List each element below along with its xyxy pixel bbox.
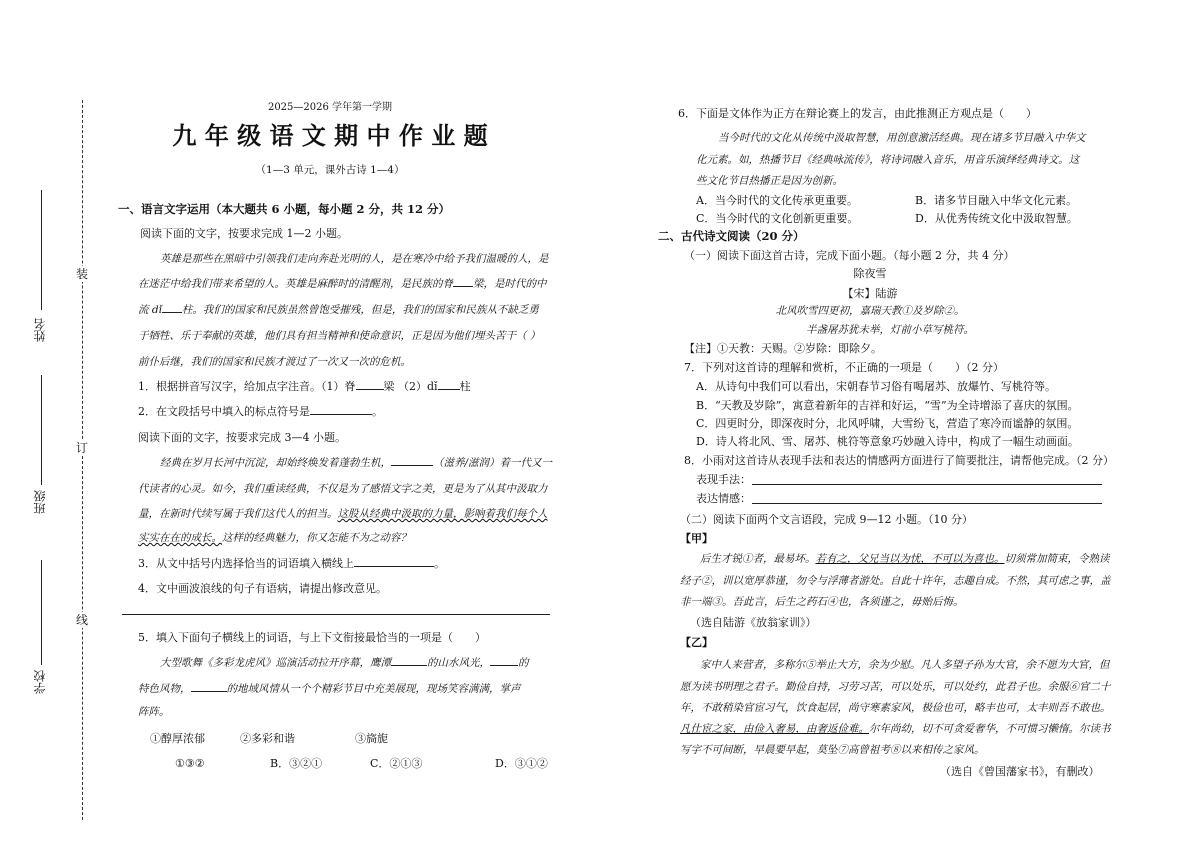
- yi-source: （选自《曾国藩家书》，有删改）: [940, 765, 1100, 778]
- yi-line4: 凡仕宦之家，由俭入奢易，由奢返俭难。尔年尚幼，切不可贪爱奢华，不可惯习懒惰。尔读书: [680, 723, 1111, 735]
- q5-word-1: ①醇厚浓郁: [150, 732, 205, 745]
- name-line[interactable]: [41, 190, 42, 310]
- intro-q3-4: 阅读下面的文字，按要求完成 3—4 小题。: [138, 431, 346, 444]
- q6-option-a[interactable]: A．当今时代的文化传承更重要。: [696, 194, 858, 207]
- jia-line3: 非一端③。吾此言，后生之药石④也，各须谨之，毋贻后悔。: [680, 596, 964, 608]
- scope-line: （1—3 单元，课外古诗 1—4）: [255, 164, 405, 176]
- class-label: 班级: [33, 490, 47, 514]
- school-label: 学校: [33, 670, 47, 694]
- yi-line2: 愿为读书明理之君子。勤俭自持，习劳习苦，可以处乐，可以处约，此君子也。余服⑥官二十: [680, 681, 1111, 693]
- question-6: 6．下面是文体作为正方在辩论赛上的发言，由此推测正方观点是（ ）: [678, 107, 1037, 120]
- section1-heading: 一、语言文字运用（本大题共 6 小题，每小题 2 分，共 12 分）: [118, 202, 451, 216]
- q6-option-c[interactable]: C．当今时代的文化创新更重要。: [696, 212, 859, 225]
- intro-q1-2: 阅读下面的文字，按要求完成 1—2 小题。: [140, 227, 348, 240]
- q5-word-3: ③旖旎: [355, 732, 388, 745]
- passage2-line1: 经典在岁月长河中沉淀，却始终焕发着蓬勃生机， （滋养/滋润）着一代又一: [160, 457, 553, 469]
- q5-text-line3: 阵阵。: [138, 706, 170, 718]
- term-line: 2025—2026 学年第一学期: [267, 102, 393, 113]
- q5-option-c[interactable]: C．②①③: [370, 757, 423, 770]
- q4-answer-line[interactable]: [122, 614, 550, 615]
- q5-option-b[interactable]: B．③②①: [270, 757, 323, 770]
- q8-emotion-line[interactable]: [752, 503, 1102, 504]
- poem-note: 【注】①天教：天赐。②岁除：即除夕。: [684, 342, 882, 355]
- passage2-line3: 量，在新时代续写属于我们这代人的担当。这股从经典中汲取的力量，影响着我们每个人: [138, 508, 548, 520]
- binding-mark-zhuang: 装: [76, 267, 89, 281]
- q8-technique-label: 表现手法：: [696, 473, 751, 486]
- q6-text-line3: 些文化节目热播正是因为创新。: [696, 175, 843, 187]
- q3-answer-blank[interactable]: [354, 566, 434, 567]
- jia-line2: 经子②，训以宽厚恭谨，勿令与浮薄者游处。自此十许年，志趣自成。不然，其可虑之事，盖: [680, 575, 1111, 587]
- passage1-line4: 于牺牲、乐于奉献的英雄，他们具有担当精神和使命意识，正是因为他们埋头苦干（ ）: [138, 330, 541, 342]
- q6-text-line1: 当今时代的文化从传统中汲取智慧，用创意激活经典。现在诸多节目融入中华文: [718, 132, 1086, 144]
- page-title: 九 年 级 语 文 期 中 作 业 题: [172, 121, 488, 150]
- jia-line1: 后生才锐①者，最易坏。若有之，父兄当以为忧，不可以为喜也。切须常加简束，令熟读: [700, 553, 1110, 565]
- passage1-line5: 前仆后继，我们的国家和民族才渡过了一次又一次的危机。: [138, 356, 411, 368]
- section2-heading: 二、古代诗文阅读（20 分）: [658, 229, 805, 243]
- question-7: 7．下列对这首诗的理解和赏析，不正确的一项是（ ）（2 分）: [684, 361, 1004, 374]
- poem-line-1: 北风吹雪四更初，嘉瑞天教①及岁除②。: [775, 305, 965, 317]
- question-2: 2．在文段括号中填入的标点符号是 。: [138, 405, 383, 418]
- poem-line-2: 半盏屠苏犹未举，灯前小草写桃符。: [806, 324, 974, 336]
- q5-text-line2: 特色风物， 的地域风情从一个个精彩节目中充美展现，现场笑容满满，掌声: [138, 683, 521, 695]
- passage1-line1: 英雄是那些在黑暗中引领我们走向奔赴光明的人，是在寒冷中给予我们温暖的人，是: [160, 253, 549, 265]
- q6-option-b[interactable]: B．诸多节目融入中华文化元素。: [915, 194, 1078, 207]
- binding-mark-xian: 线: [76, 613, 89, 627]
- q6-option-d[interactable]: D．从优秀传统文化中汲取智慧。: [915, 212, 1078, 225]
- q5-option-a[interactable]: ①③②: [175, 757, 205, 770]
- q8-technique-line[interactable]: [752, 484, 1102, 485]
- q7-option-d[interactable]: D．诗人将北风、雪、屠苏、桃符等意象巧妙融入诗中，构成了一幅生动画面。: [696, 435, 1079, 448]
- q7-option-b[interactable]: B．“天教及岁除”，寓意着新年的吉祥和好运，“雪”为全诗增添了喜庆的氛围。: [696, 399, 1079, 412]
- q7-option-c[interactable]: C．四更时分，即深夜时分，北风呼啸，大雪纷飞，营造了寒冷而谧静的氛围。: [696, 417, 1079, 430]
- q5-word-2: ②多彩和谐: [240, 732, 295, 745]
- question-3: 3．从文中括号内选择恰当的词语填入横线上 。: [138, 557, 445, 570]
- passage1-line2: 在迷茫中给我们带来希望的人。英雄是麻醉时的清醒剂，是民族的脊 梁，是时代的中: [138, 278, 547, 290]
- binding-mark-ding: 订: [76, 441, 89, 455]
- q6-text-line2: 化元素。如，热播节目《经典咏流传》，将诗词融入音乐，用音乐演绎经典诗文。这: [696, 154, 1080, 166]
- q2-answer-blank[interactable]: [310, 414, 372, 415]
- question-8: 8．小雨对这首诗从表现手法和表达的情感两方面进行了简要批注，请帮他完成。（2 分）: [684, 454, 1114, 467]
- poem-title: 除夜雪: [853, 267, 887, 280]
- class-line[interactable]: [41, 375, 42, 485]
- school-line[interactable]: [41, 560, 42, 665]
- question-4: 4．文中画波浪线的句子有语病，请提出修改意见。: [138, 582, 387, 595]
- poem-author: 【宋】陆游: [842, 287, 898, 300]
- q5-text-line1: 大型歌舞《多彩龙虎风》巡演活动拉开序幕，鹰潭 的山水风光， 的: [160, 657, 529, 669]
- subsection-1-heading: （一）阅读下面这首古诗，完成下面小题。（每小题 2 分，共 4 分）: [684, 249, 1015, 262]
- q8-emotion-label: 表达情感：: [696, 492, 751, 505]
- passage-yi-label: 【乙】: [680, 636, 713, 649]
- name-label: 姓名: [33, 318, 47, 342]
- jia-source: （选自陆游《放翁家训》）: [690, 616, 817, 629]
- q7-option-a[interactable]: A．从诗句中我们可以看出，宋朝春节习俗有喝屠苏、放爆竹、写桃符等。: [696, 380, 1056, 393]
- passage2-line4: 实实在在的成长。这样的经典魅力，你又怎能不为之动容？: [138, 532, 411, 544]
- question-5: 5．填入下面句子横线上的词语，与上下文衔接最恰当的一项是（ ）: [138, 631, 486, 644]
- passage2-line2: 代读者的心灵。如今，我们重读经典，不仅是为了感悟文字之美，更是为了从其中汲取力: [138, 483, 548, 495]
- yi-line3: 年，不敢稍染官宦习气，饮食起居，尚守寒素家风，极俭也可，略丰也可，太丰则吾不敢也。: [680, 702, 1111, 714]
- q5-option-d[interactable]: D．③①②: [495, 757, 548, 770]
- yi-line1: 家中人来营者，多称尔⑤举止大方，余为少慰。凡人多望子孙为大官，余不愿为大官，但: [700, 659, 1110, 671]
- binding-dashed-line: [82, 100, 83, 820]
- passage-jia-label: 【甲】: [680, 532, 713, 545]
- question-1: 1．根据拼音写汉字，给加点字注音。（1）脊 梁 （2）dǐ 柱: [138, 380, 471, 393]
- yi-line5: 写字不可间断，早晨要早起，莫坠⑦高曾祖考⑧以来相传之家风。: [680, 744, 985, 756]
- passage1-line3: 流 dǐ 柱。我们的国家和民族虽然曾饱受摧残，但是，我们的国家和民族从不缺乏勇: [138, 304, 539, 316]
- subsection-2-heading: （二）阅读下面两个文言语段，完成 9—12 小题。（10 分）: [680, 513, 973, 526]
